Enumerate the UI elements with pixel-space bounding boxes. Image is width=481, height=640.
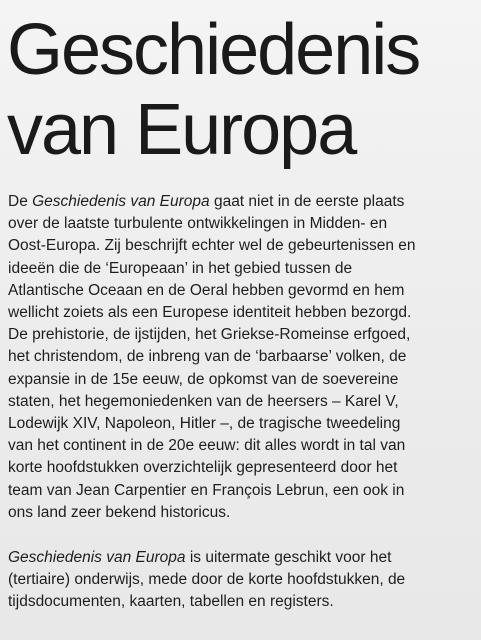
text-line: (tertiaire) onderwijs, mede door de korte hoofdstukken, de <box>8 571 406 589</box>
page-title <box>7 10 419 170</box>
text-line: korte hoofdstukken overzichtelijk gepresenteerd door het <box>8 459 398 477</box>
text-line: Atlantische Oceaan en de Oeral hebben gevormd en hem <box>8 281 405 299</box>
text-line: ideeën die de ‘Europeaan’ in het gebied tussen de <box>8 259 353 277</box>
text-line: De prehistorie, de ijstijden, het Griekse-Romeinse erfgoed, <box>8 326 411 344</box>
book-title-italic: Geschiedenis van Europa <box>8 549 186 567</box>
book-title-italic: Geschiedenis van Europa <box>32 193 210 210</box>
paragraph-1 <box>8 191 478 524</box>
text-line: team van Jean Carpentier en François Lebrun, een ook in <box>8 481 405 499</box>
text-line: De Geschiedenis van Europa gaat niet in de eerste plaats <box>8 193 405 210</box>
title-line-1: Geschiedenis <box>7 10 420 90</box>
text-line: van het continent in de 20e eeuw: dit alles wordt in tal van <box>8 437 406 455</box>
text-line: over de laatste turbulente ontwikkelingen in Midden- en <box>8 215 388 233</box>
text-line: wellicht zoiets als een Europese identiteit hebben bezorgd. <box>8 304 412 322</box>
text-line: staten, het hegemoniedenken van de heersers – Karel V, <box>8 392 399 410</box>
text-line: expansie in de 15e eeuw, de opkomst van de soevereine <box>8 370 399 388</box>
text-line: Oost-Europa. Zij beschrijft echter wel de gebeurtenissen en <box>8 237 416 255</box>
text-line: Lodewijk XIV, Napoleon, Hitler –, de tragische tweedeling <box>8 415 401 433</box>
text-line: het christendom, de inbreng van de ‘barbaarse’ volken, de <box>8 348 407 366</box>
text-line: tijdsdocumenten, kaarten, tabellen en registers. <box>8 593 334 611</box>
blurb-text <box>8 191 478 614</box>
text-line: ons land zeer bekend historicus. <box>8 503 231 521</box>
text-line: Geschiedenis van Europa is uitermate geschikt voor het <box>8 549 392 567</box>
paragraph-2 <box>8 547 478 614</box>
title-line-2: van Europa <box>7 90 356 170</box>
